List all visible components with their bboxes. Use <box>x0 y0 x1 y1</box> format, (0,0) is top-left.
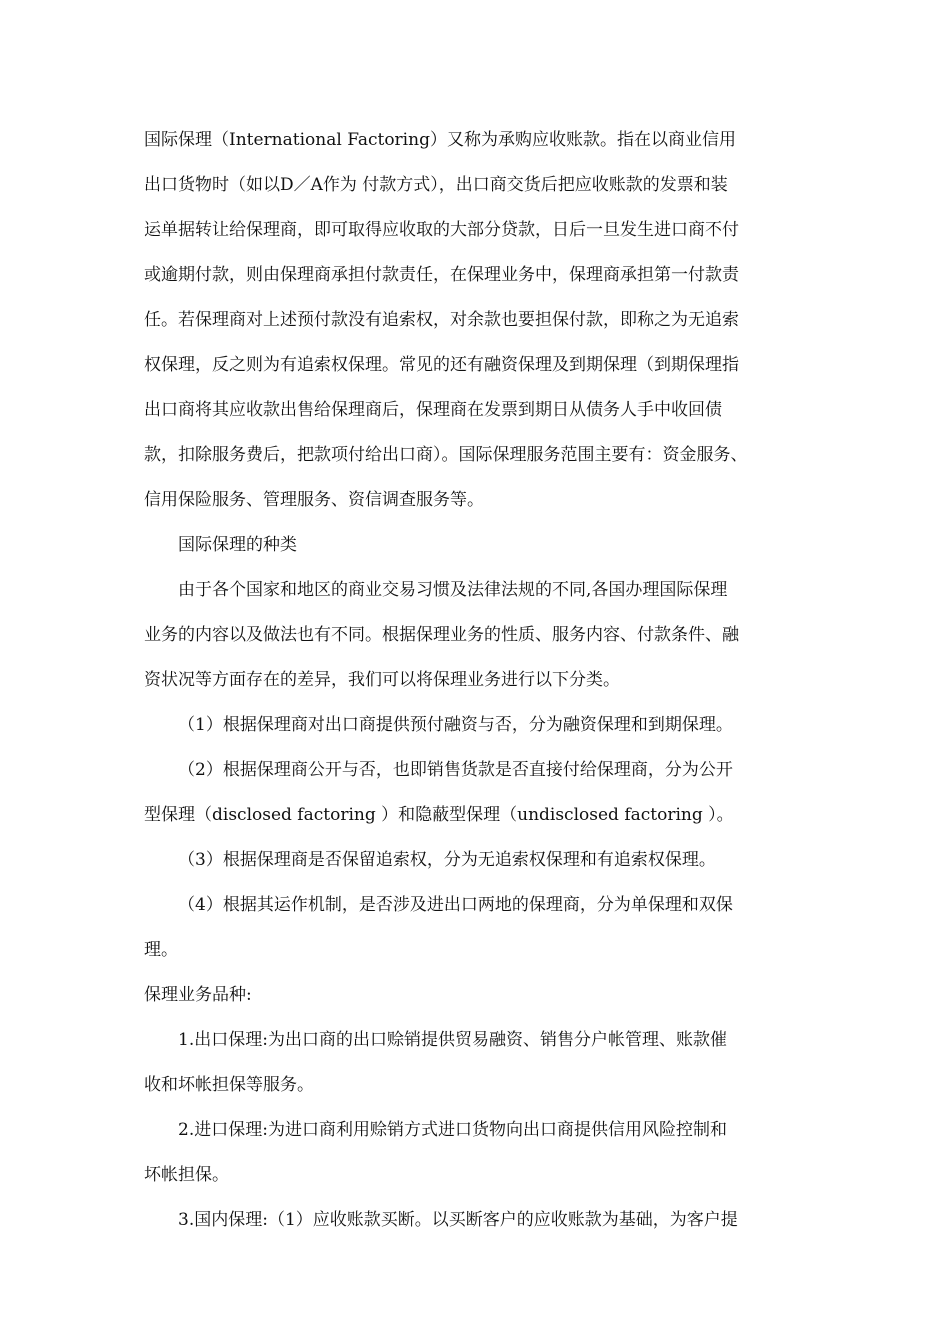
list-item-continuation: 坏帐担保。 <box>144 1165 229 1185</box>
paragraph-line: 任。若保理商对上述预付款没有追索权，对余款也要担保付款，即称之为无追索 <box>144 310 739 330</box>
paragraph-line: 国际保理（International Factoring）又称为承购应收账款。指在以商业信用 <box>144 130 736 150</box>
paragraph-line: 出口货物时（如以D／A作为 付款方式），出口商交货后把应收账款的发票和装 <box>144 175 728 195</box>
paragraph-line: 运单据转让给保理商，即可取得应收取的大部分贷款，日后一旦发生进口商不付 <box>144 220 739 240</box>
paragraph-line: 信用保险服务、管理服务、资信调查服务等。 <box>144 490 484 510</box>
paragraph-line: 款，扣除服务费后，把款项付给出口商）。国际保理服务范围主要有：资金服务、 <box>144 445 748 465</box>
list-item-continuation: 理。 <box>144 940 178 960</box>
list-item-continuation: 收和坏帐担保等服务。 <box>144 1075 314 1095</box>
list-item-continuation: 型保理（disclosed factoring ）和隐蔽型保理（undisclosed factoring ）。 <box>144 805 734 825</box>
list-item: （3）根据保理商是否保留追索权，分为无追索权保理和有追索权保理。 <box>178 850 716 870</box>
section-heading: 国际保理的种类 <box>178 535 297 555</box>
paragraph-line: 由于各个国家和地区的商业交易习惯及法律法规的不同,各国办理国际保理 <box>178 580 728 600</box>
list-item: 1.出口保理:为出口商的出口赊销提供贸易融资、销售分户帐管理、账款催 <box>178 1030 727 1050</box>
list-item: （1）根据保理商对出口商提供预付融资与否，分为融资保理和到期保理。 <box>178 715 733 735</box>
paragraph-line: 或逾期付款，则由保理商承担付款责任，在保理业务中，保理商承担第一付款责 <box>144 265 739 285</box>
paragraph-line: 权保理，反之则为有追索权保理。常见的还有融资保理及到期保理（到期保理指 <box>144 355 739 375</box>
paragraph-line: 出口商将其应收款出售给保理商后，保理商在发票到期日从债务人手中收回债 <box>144 400 722 420</box>
paragraph-line: 资状况等方面存在的差异，我们可以将保理业务进行以下分类。 <box>144 670 620 690</box>
list-item: 3.国内保理:（1）应收账款买断。以买断客户的应收账款为基础，为客户提 <box>178 1210 738 1230</box>
section-heading: 保理业务品种: <box>144 985 252 1005</box>
list-item: （2）根据保理商公开与否，也即销售货款是否直接付给保理商，分为公开 <box>178 760 733 780</box>
list-item: 2.进口保理:为进口商利用赊销方式进口货物向出口商提供信用风险控制和 <box>178 1120 727 1140</box>
paragraph-line: 业务的内容以及做法也有不同。根据保理业务的性质、服务内容、付款条件、融 <box>144 625 739 645</box>
list-item: （4）根据其运作机制，是否涉及进出口两地的保理商，分为单保理和双保 <box>178 895 733 915</box>
